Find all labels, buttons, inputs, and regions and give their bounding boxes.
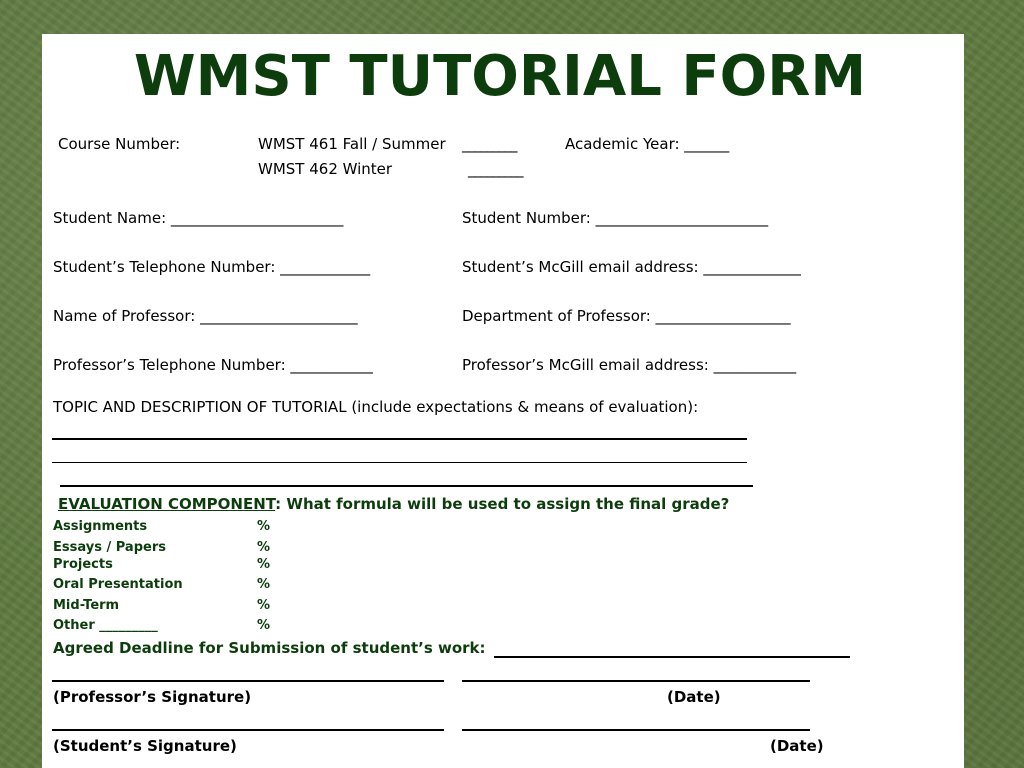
topic-line-3[interactable] [60,485,753,487]
professor-date-line[interactable] [462,680,810,682]
topic-label: TOPIC AND DESCRIPTION OF TUTORIAL (include expectations & means of evaluation): [53,398,699,416]
student-email-field[interactable]: Student’s McGill email address: _____________ [462,258,801,276]
form-page [42,34,964,768]
professor-signature-line[interactable] [52,680,444,682]
student-date-line[interactable] [462,729,810,731]
topic-line-2[interactable] [52,462,747,463]
component-label: Assignments [53,519,148,534]
student-number-field[interactable]: Student Number: _______________________ [462,209,769,227]
student-date-label: (Date) [770,737,824,755]
course-option-461-blank[interactable]: _________ [462,135,516,153]
component-percent[interactable]: % [257,618,271,633]
component-percent[interactable]: % [257,540,271,555]
component-percent[interactable]: % [257,577,271,592]
component-label: Mid-Term [53,598,120,613]
student-name-field[interactable]: Student Name: _______________________ [53,209,344,227]
course-number-label: Course Number: [58,135,181,153]
professor-name-field[interactable]: Name of Professor: _____________________ [53,307,358,325]
form-title: WMST TUTORIAL FORM [133,44,867,109]
component-label: Essays / Papers [53,540,166,555]
professor-date-label: (Date) [667,688,721,706]
academic-year-field[interactable]: Academic Year: ______ [565,135,730,153]
component-percent[interactable]: % [257,598,271,613]
course-option-462-blank[interactable]: _________ [468,160,522,178]
topic-line-1[interactable] [52,438,747,440]
professor-phone-field[interactable]: Professor’s Telephone Number: ___________ [53,356,373,374]
course-option-462: WMST 462 Winter [258,160,393,178]
student-phone-field[interactable]: Student’s Telephone Number: ____________ [53,258,371,276]
component-label: Projects [53,557,113,572]
professor-signature-label: (Professor’s Signature) [53,688,252,706]
component-label: Oral Presentation [53,577,183,592]
component-percent[interactable]: % [257,519,271,534]
course-option-461: WMST 461 Fall / Summer [258,135,446,153]
professor-department-field[interactable]: Department of Professor: __________________ [462,307,791,325]
deadline-line[interactable] [494,656,850,658]
evaluation-heading-label: EVALUATION COMPONENT [58,495,276,513]
evaluation-heading [58,495,729,513]
student-signature-label: (Student’s Signature) [53,737,237,755]
deadline-label: Agreed Deadline for Submission of student’s work: [53,639,486,657]
component-percent[interactable]: % [257,557,271,572]
student-signature-line[interactable] [52,729,444,731]
evaluation-question: : What formula will be used to assign the final grade? [275,495,730,513]
professor-email-field[interactable]: Professor’s McGill email address: ___________ [462,356,797,374]
component-label[interactable]: Other _________ [53,618,158,633]
